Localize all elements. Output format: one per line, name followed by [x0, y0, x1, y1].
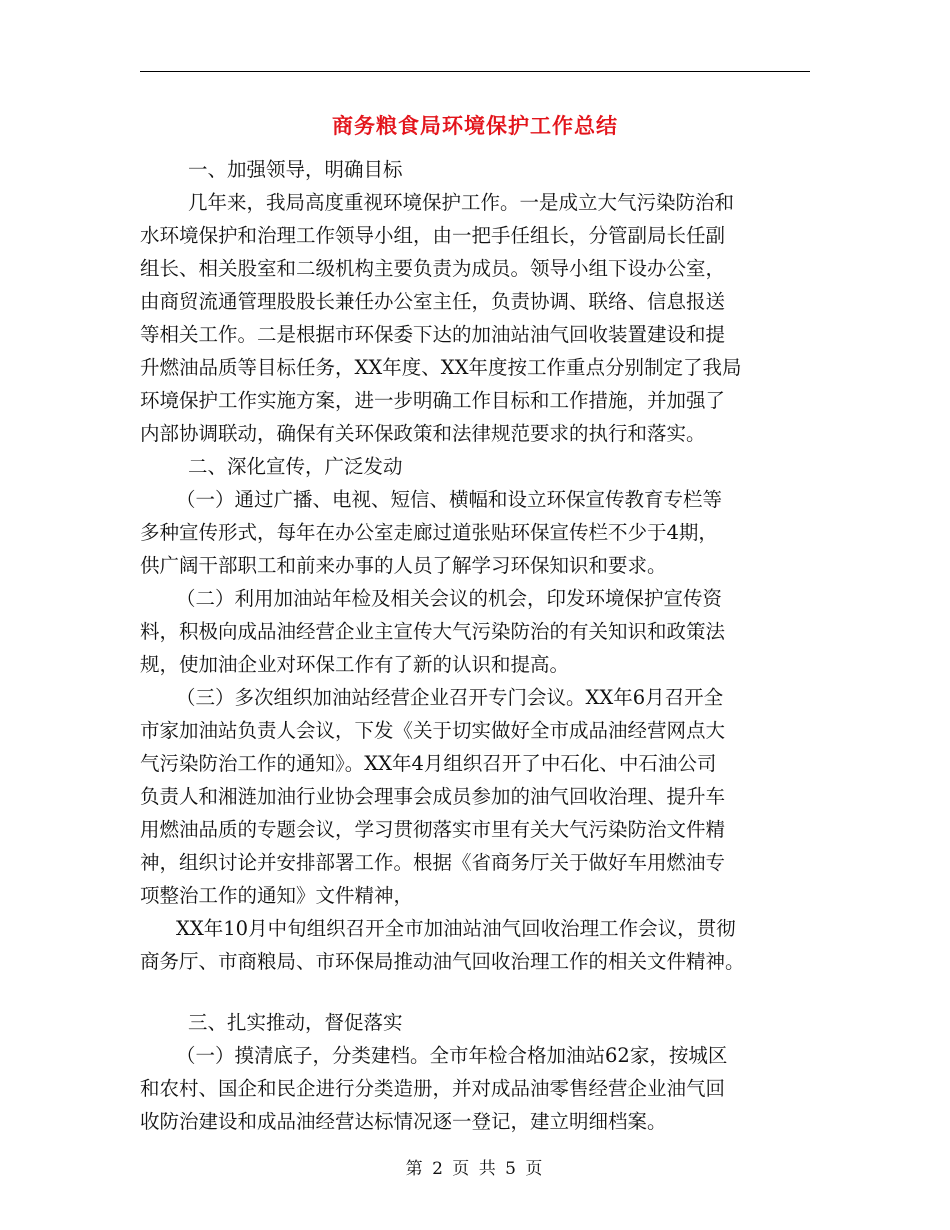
section3-heading: 三、扎实推动，督促落实: [188, 1011, 403, 1034]
text-line: 多种宣传形式，每年在办公室走廊过道张贴环保宣传栏不少于4期，: [140, 521, 718, 544]
text-line: 组长、相关股室和二级机构主要负责为成员。领导小组下设办公室，: [140, 257, 726, 280]
text-line: 项整治工作的通知》文件精神，: [140, 884, 414, 907]
text-line: 内部协调联动，确保有关环保政策和法律规范要求的执行和落实。: [140, 422, 706, 445]
text-line: 供广阔干部职工和前来办事的人员了解学习环保知识和要求。: [140, 554, 667, 577]
section2-heading: 二、深化宣传，广泛发动: [188, 455, 403, 478]
page-footer: 第 2 页 共 5 页: [405, 1159, 545, 1179]
text-line: （三）多次组织加油站经营企业召开专门会议。XX年6月召开全: [176, 686, 724, 709]
text-line: （二）利用加油站年检及相关会议的机会，印发环境保护宣传资: [176, 587, 723, 610]
text-line: 升燃油品质等目标任务，XX年度、XX年度按工作重点分别制定了我局: [140, 356, 742, 379]
text-line: （一）通过广播、电视、短信、横幅和设立环保宣传教育专栏等: [176, 488, 723, 511]
document-title: 商务粮食局环境保护工作总结: [332, 114, 618, 138]
text-line: 气污染防治工作的通知》。XX年4月组织召开了中石化、中石油公司: [140, 752, 717, 775]
text-line: 负责人和湘涟加油行业协会理事会成员参加的油气回收治理、提升车: [140, 785, 726, 808]
section2-paragraph-4: [140, 912, 810, 978]
section2-paragraph-2: [140, 582, 810, 681]
section3-paragraph-1: [140, 1039, 810, 1138]
text-line: 商务厅、市商粮局、市环保局推动油气回收治理工作的相关文件精神。: [140, 950, 745, 973]
text-line: 环境保护工作实施方案，进一步明确工作目标和工作措施，并加强了: [140, 389, 726, 412]
text-line: 几年来，我局高度重视环境保护工作。一是成立大气污染防治和: [188, 191, 735, 214]
text-line: 和农村、国企和民企进行分类造册，并对成品油零售经营企业油气回: [140, 1077, 726, 1100]
text-line: 规，使加油企业对环保工作有了新的认识和提高。: [140, 653, 570, 676]
text-line: XX年10月中旬组织召开全市加油站油气回收治理工作会议，贯彻: [176, 917, 736, 940]
header-rule: [140, 71, 810, 72]
text-line: 用燃油品质的专题会议，学习贯彻落实市里有关大气污染防治文件精: [140, 818, 726, 841]
text-line: 市家加油站负责人会议，下发《关于切实做好全市成品油经营网点大: [140, 719, 726, 742]
text-line: 等相关工作。二是根据市环保委下达的加油站油气回收装置建设和提: [140, 323, 726, 346]
section-gap: [140, 978, 810, 1006]
text-line: 由商贸流通管理股股长兼任办公室主任，负责协调、联络、信息报送: [140, 290, 726, 313]
section2-paragraph-3: [140, 681, 810, 912]
text-line: （一）摸清底子，分类建档。全市年检合格加油站62家，按城区: [176, 1044, 728, 1067]
section1-heading: 一、加强领导，明确目标: [188, 158, 403, 181]
section1-paragraph: [140, 186, 810, 450]
document-body: [140, 153, 810, 1138]
text-line: 水环境保护和治理工作领导小组，由一把手任组长，分管副局长任副: [140, 224, 726, 247]
text-line: 料，积极向成品油经营企业主宣传大气污染防治的有关知识和政策法: [140, 620, 726, 643]
section2-paragraph-1: [140, 483, 810, 582]
text-line: 收防治建设和成品油经营达标情况逐一登记，建立明细档案。: [140, 1110, 667, 1133]
text-line: 神，组织讨论并安排部署工作。根据《省商务厅关于做好车用燃油专: [140, 851, 726, 874]
